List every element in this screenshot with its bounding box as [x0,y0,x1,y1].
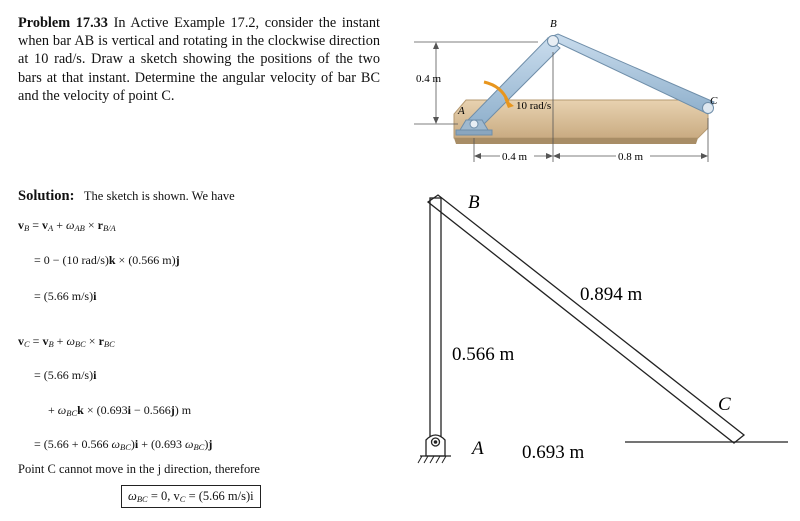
sketch-bar-ab [430,198,441,440]
top-label-c: C [710,95,718,107]
equation-vc-line3: = (5.66 + 0.566 $\omega_{BC})i + (0.693$ $\omega_{BC})j$ [34,437,213,452]
equation-vc-line1: = (5.66 m/s)i [34,368,97,382]
constraint-note: Point C cannot move in the j direction, therefore [18,462,260,476]
equation-vb-def: $v_B = v_A + \omega_{AB} \times r_{B/A}$ [18,218,116,233]
pin-b [548,36,559,47]
sketch-len-ac: 0.693 m [522,442,585,463]
problem-statement [18,14,380,105]
solution-sketch [400,186,800,521]
dim-label-2: 0.8 m [618,151,644,163]
solution-intro: The sketch is shown. We have [83,189,235,203]
sketch-len-ab: 0.566 m [452,344,515,365]
answer-box: $\omega_{BC} = 0$, $v_C = (5.66$ m/s)i [121,485,261,508]
equation-vb-sub: = 0 − (10 rad/s)k × (0.566 m)j [34,253,180,267]
pin-a [470,120,478,128]
problem-number: Problem 17.33 [18,15,108,31]
sketch-bar-bc [428,195,744,443]
dim-label-1: 0.4 m [502,151,528,163]
sketch-label-c: C [718,394,731,415]
rate-label: 10 rad/s [516,100,552,112]
mechanism-illustration [408,10,738,182]
height-label: 0.4 m [416,73,442,85]
sketch-label-a: A [472,438,484,459]
sketch-len-bc: 0.894 m [580,284,643,305]
solution-heading [18,188,235,205]
sketch-label-b: B [468,192,480,213]
equation-vc-line2: + $\omega_{BC}k \times (0.693i - 0.566j)$ m [48,403,192,418]
problem-text: In Active Example 17.2, consider the instant when bar AB is vertical and rotating in the clockwise direction at 10 rad/s. Draw a sketch showing the positions of the two bars at that instant. Determine the angular velocity of bar BC and the velocity of point C. [18,15,381,104]
equation-vc-def: $v_C = v_B + \omega_{BC} \times r_{BC}$ [18,334,115,349]
top-label-b: B [550,18,557,30]
solution-label: Solution: [18,188,75,204]
equation-vb-result: = (5.66 m/s)i [34,289,97,303]
top-label-a: A [458,105,465,117]
